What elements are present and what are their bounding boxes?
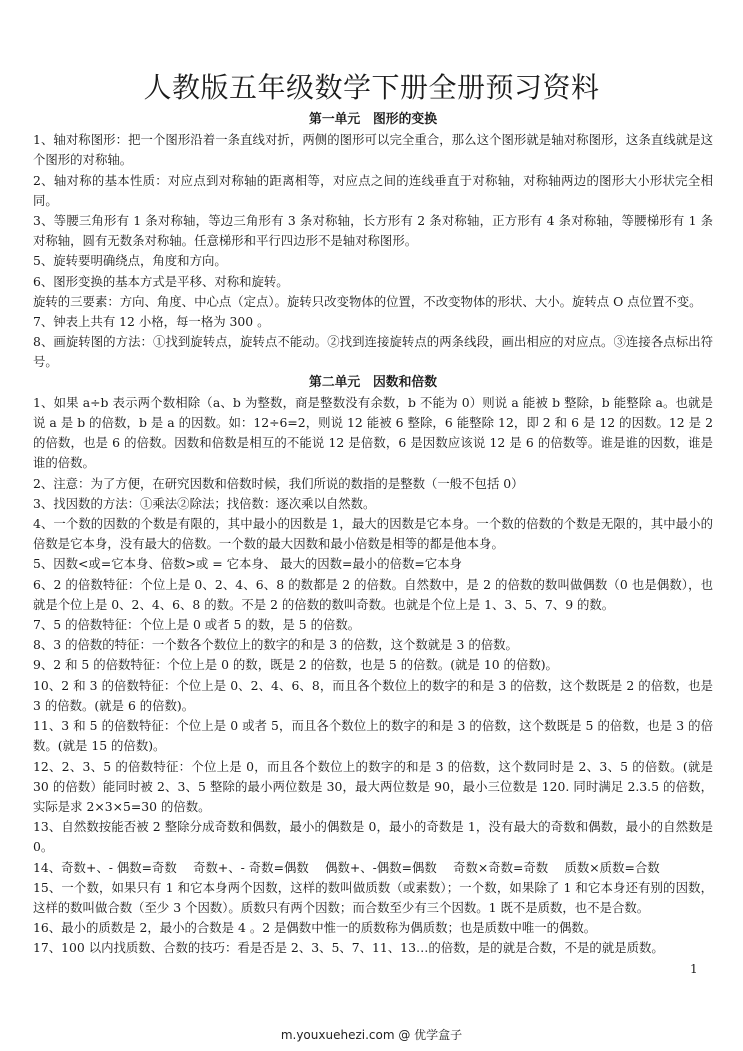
document-body (33, 110, 713, 959)
paragraph: 2、注意：为了方便，在研究因数和倍数时候，我们所说的数指的是整数（一般不包括 0） (33, 475, 524, 491)
paragraph: 4、一个数的因数的个数是有限的，其中最小的因数是 1，最大的因数是它本身。一个数的倍数的个数是无限的，其中最小的倍数是它本身，没有最大的倍数。一个数的最大因数和最小倍数是相等的都是他本身。 (33, 516, 713, 552)
paragraph: 12、2、3、5 的倍数特征：个位上是 0，而且各个数位上的数字的和是 3 的倍数，这个数同时是 2、3、5 的倍数。(就是 30 的倍数）能同时被 2、3、5 整除的最小两位数是 30，最大两位数是 90，最小三位数是 120. 同时满足 2.3.5 的倍数，实际是求 2×3×5=30 的倍数。 (33, 758, 713, 814)
paragraph: 1、轴对称图形：把一个图形沿着一条直线对折，两侧的图形可以完全重合，那么这个图形就是轴对称图形，这条直线就是这个图形的对称轴。 (33, 132, 713, 168)
paragraph: 2、轴对称的基本性质：对应点到对称轴的距离相等，对应点之间的连线垂直于对称轴，对称轴两边的图形大小形状完全相同。 (33, 172, 713, 208)
paragraph: 8、画旋转图的方法：①找到旋转点，旋转点不能动。②找到连接旋转点的两条线段，画出相应的对应点。③连接各点标出符号。 (33, 334, 713, 370)
page-number: 1 (690, 962, 698, 976)
paragraph: 9、2 和 5 的倍数特征：个位上是 0 的数，既是 2 的倍数，也是 5 的倍数。(就是 10 的倍数)。 (33, 657, 558, 673)
paragraph: 旋转的三要素：方向、角度、中心点（定点）。旋转只改变物体的位置，不改变物体的形状、大小。旋转点 O 点位置不变。 (33, 293, 702, 309)
paragraph: 8、3 的倍数的特征：一个数各个数位上的数字的和是 3 的倍数，这个数就是 3 的倍数。 (33, 637, 518, 653)
paragraph: 11、3 和 5 的倍数特征：个位上是 0 或者 5，而且各个数位上的数字的和是 3 的倍数，这个数既是 5 的倍数，也是 3 的倍数。(就是 15 的倍数)。 (33, 718, 713, 754)
section-unit-1 (33, 110, 713, 373)
paragraph: 16、最小的质数是 2，最小的合数是 4 。2 是偶数中惟一的质数称为偶质数；也是质数中唯一的偶数。 (33, 920, 597, 936)
paragraph: 3、找因数的方法：①乘法②除法；找倍数：逐次乘以自然数。 (33, 495, 376, 511)
paragraph: 5、因数<或=它本身、倍数>或 = 它本身、 最大的因数=最小的倍数=它本身 (33, 556, 462, 572)
paragraph: 6、图形变换的基本方式是平移、对称和旋转。 (33, 273, 289, 289)
paragraph: 7、钟表上共有 12 小格，每一格为 300 。 (33, 314, 270, 330)
paragraph: 10、2 和 3 的倍数特征：个位上是 0、2、4、6、8，而且各个数位上的数字的和是 3 的倍数，这个数既是 2 的倍数，也是 3 的倍数。(就是 6 的倍数)。 (33, 677, 713, 713)
paragraph: 15、一个数，如果只有 1 和它本身两个因数，这样的数叫做质数（或素数）；一个数，如果除了 1 和它本身还有别的因数，这样的数叫做合数（至少 3 个因数）。质数只有两个因数；而合数至少有三个因数。1 既不是质数，也不是合数。 (33, 879, 713, 915)
footer-watermark: m.youxuehezi.com @ 优学盒子 (280, 1028, 463, 1042)
paragraph: 14、奇数+、- 偶数=奇数 奇数+、- 奇数=偶数 偶数+、-偶数=偶数 奇数×奇数=奇数 质数×质数=合数 (33, 859, 660, 875)
paragraph: 1、如果 a÷b 表示两个数相除（a、b 为整数，商是整数没有余数，b 不能为 0）则说 a 能被 b 整除，b 能整除 a。也就是说 a 是 b 的倍数，b 是 a 的因数。如：12÷6=2，则说 12 能被 6 整除，6 能整除 12，即 2 和 6 是 12 的因数。12 是 2 的倍数，也是 6 的倍数。因数和倍数是相互的不能说 12 是倍数，6 是因数应该说 12 是 6 的倍数等。谁是谁的因数，谁是谁的倍数。 (33, 394, 713, 471)
paragraph: 17、100 以内找质数、合数的技巧：看是否是 2、3、5、7、11、13…的倍数，是的就是合数，不是的就是质数。 (33, 940, 664, 956)
paragraph: 3、等腰三角形有 1 条对称轴，等边三角形有 3 条对称轴，长方形有 2 条对称轴，正方形有 4 条对称轴，等腰梯形有 1 条对称轴，圆有无数条对称轴。任意梯形和平行四边形不是轴对称图形。 (33, 213, 713, 249)
paragraph: 13、自然数按能否被 2 整除分成奇数和偶数，最小的偶数是 0，最小的奇数是 1，没有最大的奇数和偶数，最小的自然数是 0。 (33, 819, 713, 855)
paragraph: 5、旋转要明确绕点，角度和方向。 (33, 253, 227, 269)
section-heading: 第一单元 图形的变换 (309, 112, 437, 127)
paragraph: 7、5 的倍数特征：个位上是 0 或者 5 的数，是 5 的倍数。 (33, 617, 361, 633)
section-heading: 第二单元 因数和倍数 (309, 374, 437, 390)
document-title: 人教版五年级数学下册全册预习资料 (143, 71, 600, 104)
paragraph: 6、2 的倍数特征：个位上是 0、2、4、6、8 的数都是 2 的倍数。自然数中，是 2 的倍数的数叫做偶数（0 也是偶数），也就是个位上是 0、2、4、6、8 的数。不是 2 的倍数的数叫奇数。也就是个位上是 1、3、5、7、9 的数。 (33, 576, 713, 612)
section-unit-2 (33, 373, 713, 959)
